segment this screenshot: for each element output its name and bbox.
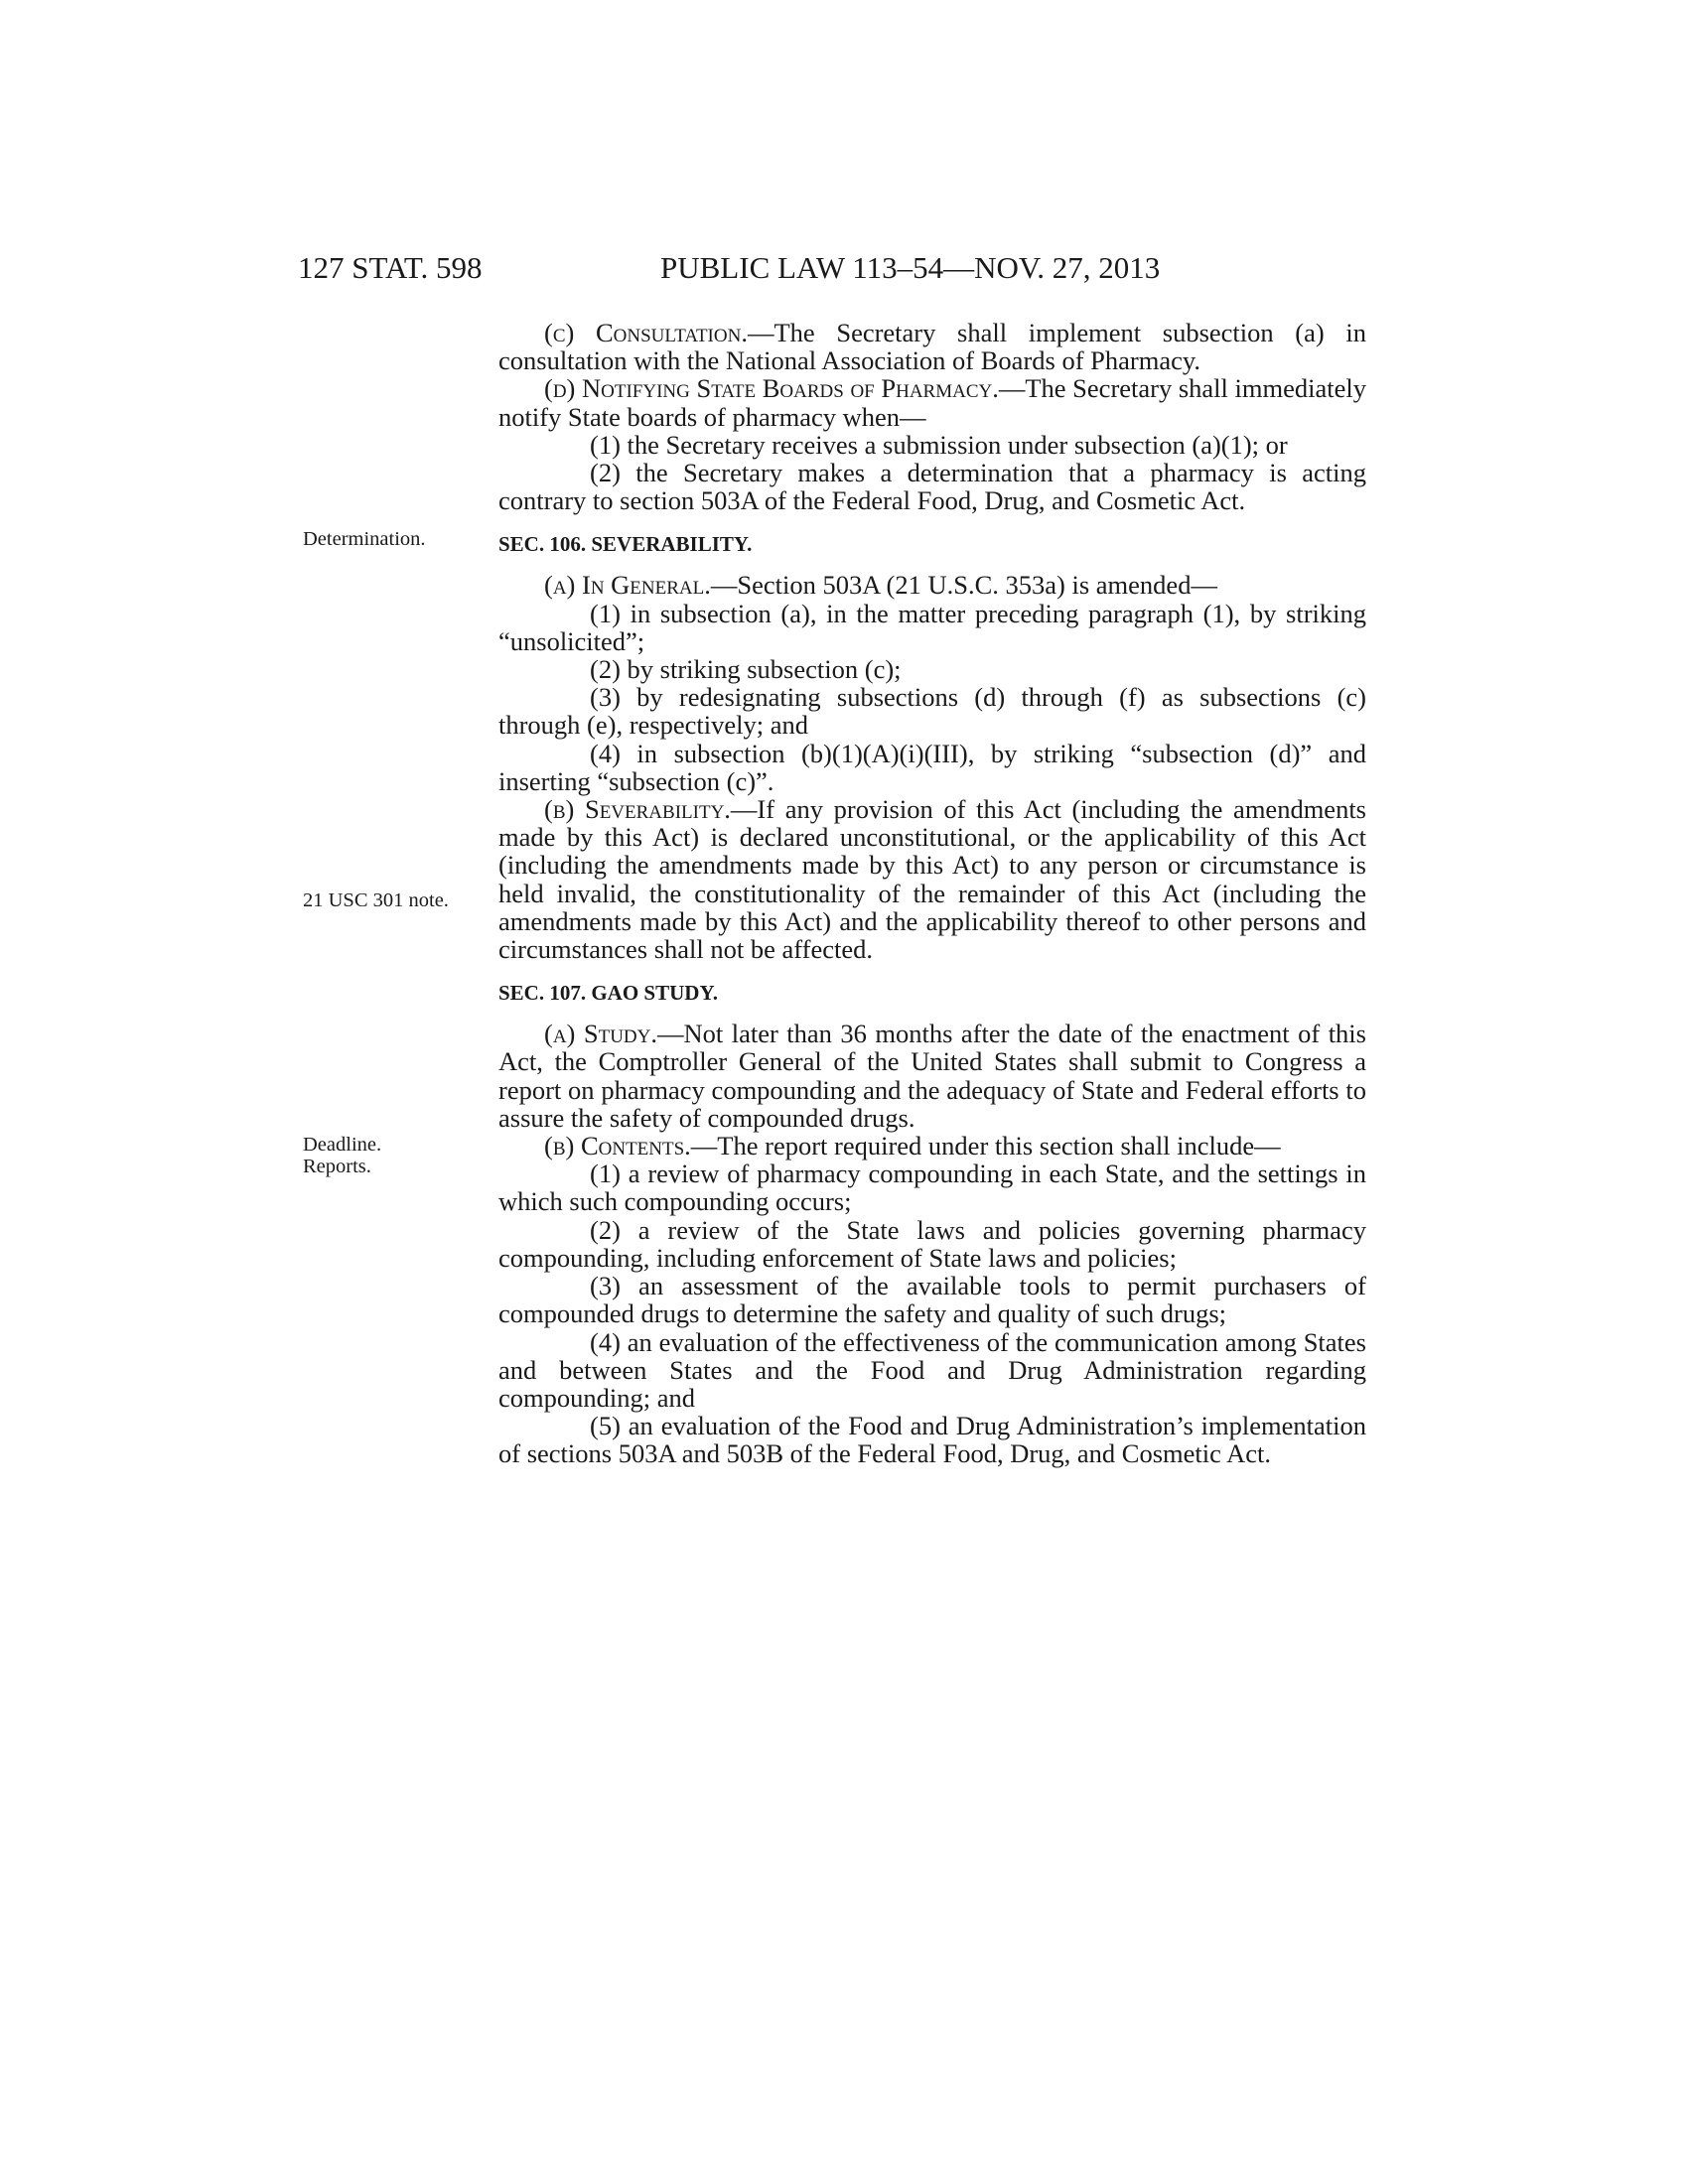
text-d: —The Secretary shall immediately notify State boards of pharmacy when— — [498, 373, 1366, 432]
body-text — [498, 319, 1366, 1468]
paragraph-106a1: (1) in subsection (a), in the matter preceding paragraph (1), by striking “unsolicited”; — [498, 598, 1366, 656]
section-106-title: SEC. 106. SEVERABILITY. — [498, 532, 753, 557]
paragraph-c — [498, 319, 1366, 374]
paragraph-107b3: (3) an assessment of the available tools to permit purchasers of compounded drugs to determine the safety and quality of such drugs; — [498, 1271, 1366, 1329]
paragraph-106b — [498, 795, 1366, 963]
paragraph-d1: (1) the Secretary receives a submission under subsection (a)(1); or — [590, 429, 1288, 460]
paragraph-106a3: (3) by redesignating subsections (d) through (f) as subsections (c) through (e), respectively; and — [498, 682, 1366, 741]
paragraph-d — [498, 374, 1366, 430]
paragraph-107b2: (2) a review of the State laws and policies governing pharmacy compounding, including enforcement of State laws and policies; — [498, 1214, 1366, 1273]
margin-note-reports: Reports. — [303, 1156, 371, 1177]
running-header: PUBLIC LAW 113–54—NOV. 27, 2013 — [660, 250, 1161, 285]
paragraph-107b5: (5) an evaluation of the Food and Drug Administration’s implementation of sections 503A and 503B of the Federal Food, Drug, and Cosmetic Act. — [498, 1411, 1366, 1469]
margin-note-determination: Determination. — [303, 528, 426, 550]
margin-note-deadline: Deadline. — [303, 1134, 382, 1156]
section-107-title: SEC. 107. GAO STUDY. — [498, 981, 718, 1006]
paragraph-107b1: (1) a review of pharmacy compounding in each State, and the settings in which such compounding occurs; — [498, 1159, 1366, 1217]
heading-107b: (b) Contents. — [544, 1131, 691, 1161]
text-107a: —Not later than 36 months after the date of the enactment of this Act, the Comptroller General of the United States shall submit to Congress a report on pharmacy compounding and the adequacy of State and Federal efforts to assure the safety of compounded drugs. — [498, 1019, 1366, 1133]
paragraph-d2: (2) the Secretary makes a determination that a pharmacy is acting contrary to section 503A of the Federal Food, Drug, and Cosmetic Act. — [498, 458, 1366, 516]
text-c: —The Secretary shall implement subsection (a) in consultation with the National Association of Boards of Pharmacy. — [498, 318, 1366, 376]
text-106a: —Section 503A (21 U.S.C. 353a) is amended— — [710, 570, 1217, 601]
heading-106b: (b) Severability. — [544, 794, 731, 825]
paragraph-106a2: (2) by striking subsection (c); — [590, 654, 902, 685]
page-stat-number: 127 STAT. 598 — [298, 250, 483, 285]
paragraph-106a4: (4) in subsection (b)(1)(A)(i)(III), by striking “subsection (d)” and inserting “subsection (c)”. — [498, 738, 1366, 796]
heading-107a: (a) Study. — [544, 1019, 657, 1049]
heading-106a: (a) In General. — [544, 570, 711, 601]
text-107b: —The report required under this section shall include— — [690, 1131, 1281, 1161]
paragraph-107b — [498, 1132, 1366, 1160]
paragraph-107a — [498, 1020, 1366, 1132]
paragraph-106a — [498, 571, 1366, 599]
paragraph-107b4: (4) an evaluation of the effectiveness of the communication among States and between States and the Food and Drug Administration regarding compounding; and — [498, 1326, 1366, 1413]
heading-d-notifying: (d) Notifying State Boards of Pharmacy. — [544, 373, 999, 404]
margin-note-usc: 21 USC 301 note. — [303, 889, 449, 911]
text-106b: —If any provision of this Act (including the amendments made by this Act) is declared unconstitutional, or the applicability of this Act (including the amendments made by this Act) to any person or circumstance is held invalid, the constitutionality of the remainder of this Act (including the amendments made by this Act) and the applicability thereof to other persons and circumstances shall not be affected. — [498, 794, 1366, 965]
heading-c-consultation: (c) Consultation. — [544, 318, 748, 347]
